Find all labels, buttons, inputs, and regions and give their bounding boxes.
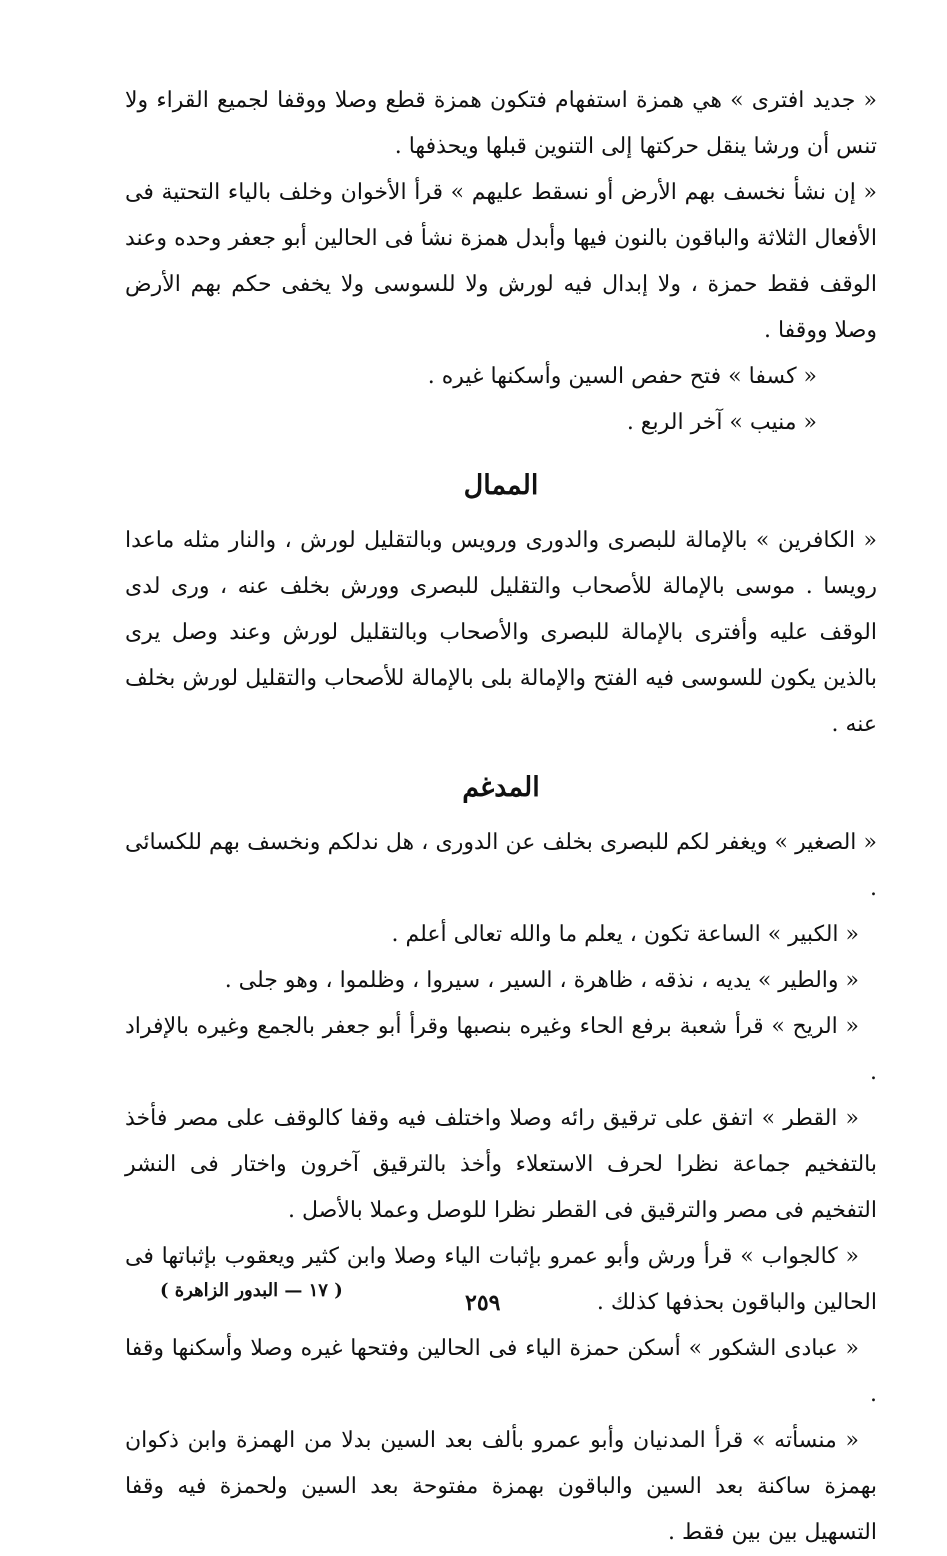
paragraph: « منسأته » قرأ المدنيان وأبو عمرو بألف بعد السين بدلا من الهمزة وابن ذكوان بهمزة ساكنة بعد السين والباقون بهمزة مفتوحة بعد السين ولحمزة فيه وقفا التسهيل بين بين فقط . — [125, 1428, 877, 1545]
paragraph: « منيب » آخر الربع . — [626, 410, 817, 435]
page-number: ٢٥٩ — [465, 1290, 501, 1316]
paragraph: « الكبير » الساعة تكون ، يعلم ما والله تعالى أعلم . — [391, 922, 859, 947]
paragraph: « إن نشأ نخسف بهم الأرض أو نسقط عليهم » قرأ الأخوان وخلف بالياء التحتية فى الأفعال الثلاثة والباقون بالنون فيها وأبدل همزة نشأ فى الحالين أبو جعفر وحده وعند الوقف فقط حمزة ، ولا إبدال فيه لورش ولا للسوسى ولا يخفى حكم بهم الأرض وصلا ووقفا . — [125, 180, 877, 343]
footer-book-label: ( ١٧ — البدور الزاهرة ) — [160, 1280, 343, 1301]
mumal-section — [125, 460, 877, 748]
intro-section — [125, 78, 877, 446]
paragraph: « والطير » يديه ، نذقه ، ظاهرة ، السير ، سيروا ، وظلموا ، وهو جلى . — [224, 968, 859, 993]
paragraph: « القطر » اتفق على ترقيق رائه وصلا واختلف فيه وقفا كالوقف على مصر فأخذ بالتفخيم جماعة نظرا لحرف الاستعلاء وأخذ بالترقيق آخرون واختار فى النشر التفخيم فى مصر والترقيق فى القطر نظرا للوصل وعملا بالأصل . — [125, 1106, 877, 1223]
mudgham-section — [125, 762, 877, 1556]
paragraph: « كالجواب » قرأ ورش وأبو عمرو بإثبات الياء وصلا وابن كثير ويعقوب بإثباتها فى الحالين والباقون بحذفها كذلك . — [125, 1244, 877, 1315]
page-body — [125, 78, 877, 1556]
paragraph: « كسفا » فتح حفص السين وأسكنها غيره . — [427, 364, 817, 389]
section-heading: المدغم — [462, 772, 540, 803]
paragraph: « عبادى الشكور » أسكن حمزة الياء فى الحالين وفتحها غيره وصلا وأسكنها وقفا . — [125, 1336, 877, 1407]
paragraph: « جديد افترى » هي همزة استفهام فتكون همزة قطع وصلا ووقفا لجميع القراء ولا تنس أن ورشا ينقل حركتها إلى التنوين قبلها ويحذفها . — [125, 88, 877, 159]
paragraph: « الكافرين » بالإمالة للبصرى والدورى ورويس وبالتقليل لورش ، والنار مثله ماعدا رويسا . موسى بالإمالة للأصحاب والتقليل للبصرى وورش بخلف عنه ، ورى لدى الوقف عليه وأفترى بالإمالة للبصرى والأصحاب وبالتقليل لورش وعند وصل يرى بالذين يكون للسوسى فيه الفتح والإمالة بلى بالإمالة للأصحاب والتقليل لورش بخلف عنه . — [125, 528, 877, 737]
paragraph: « الصغير » ويغفر لكم للبصرى بخلف عن الدورى ، هل ندلكم ونخسف بهم للكسائى . — [125, 830, 877, 901]
page-footer — [125, 1280, 877, 1320]
paragraph: « الريح » قرأ شعبة برفع الحاء وغيره بنصبها وقرأ أبو جعفر بالجمع وغيره بالإفراد . — [125, 1014, 877, 1085]
section-heading: الممال — [463, 470, 539, 501]
